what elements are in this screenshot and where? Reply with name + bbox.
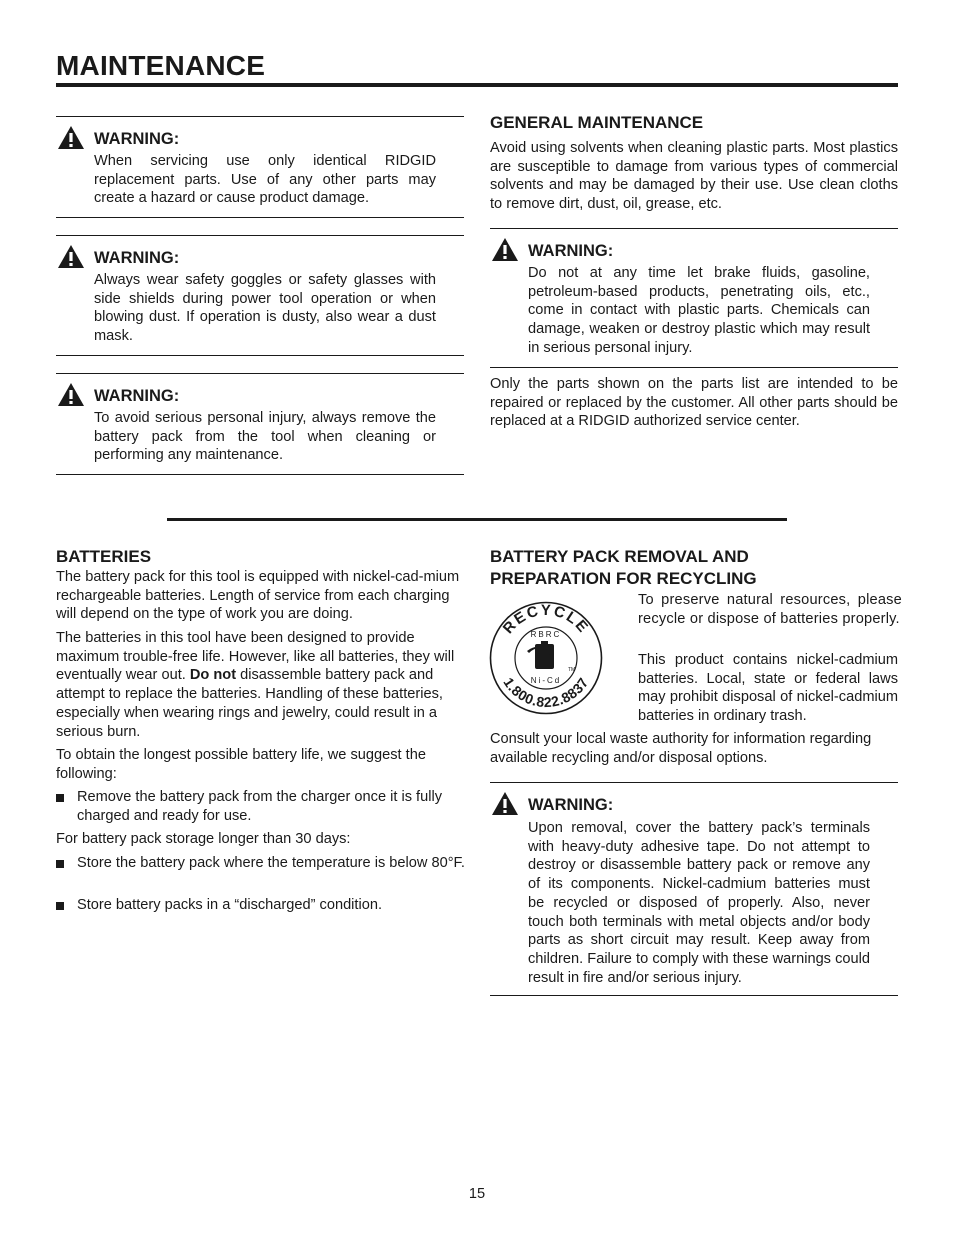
page-title: MAINTENANCE bbox=[56, 50, 266, 81]
warning-triangle-icon bbox=[491, 791, 519, 816]
recycling-paragraph-3: Consult your local waste authority for information regarding available recycling and/or disposal options. bbox=[490, 731, 872, 766]
batteries-heading: BATTERIES bbox=[56, 547, 152, 566]
seal-phone-text: 1.800.822.8837 bbox=[500, 674, 592, 711]
batteries-do-not: Do not bbox=[189, 667, 237, 684]
warning-box-safety-goggles bbox=[56, 235, 464, 356]
recycling-heading-line-2: PREPARATION FOR RECYCLING bbox=[490, 569, 757, 588]
batteries-paragraph-2-a: The batteries in this tool have been designed to provide maximum trouble-free life. However, like all batteries, they will eventually wear out. bbox=[56, 630, 455, 684]
seal-top-text: RECYCLE bbox=[499, 601, 593, 638]
seal-chem-text: Ni-Cd bbox=[530, 676, 562, 685]
list-item bbox=[56, 896, 466, 916]
warning-text: Do not at any time let brake fluids, gasoline, petroleum-based products, penetrating oils, etc., come in contact with plastic parts. Chemicals can damage, weaken or destroy plastic which may result in serious personal injury. bbox=[528, 265, 870, 356]
bullet-square-icon bbox=[56, 794, 64, 802]
rbrc-recycle-seal-icon bbox=[489, 601, 603, 715]
parts-list-text: Only the parts shown on the parts list are intended to be repaired or replaced by the customer. All other parts should be replaced at a RIDGID authorized service center. bbox=[490, 376, 898, 430]
batteries-paragraph-4: For battery pack storage longer than 30 days: bbox=[56, 831, 351, 847]
warning-triangle-icon bbox=[491, 237, 519, 262]
warning-triangle-icon bbox=[57, 244, 85, 269]
warning-triangle-icon bbox=[57, 125, 85, 150]
list-item bbox=[56, 854, 466, 894]
general-maintenance-heading: GENERAL MAINTENANCE bbox=[490, 113, 704, 132]
bullet-text: Store battery packs in a “discharged” condition. bbox=[77, 897, 383, 913]
warning-text: To avoid serious personal injury, always remove the battery pack from the tool when cleaning or performing any maintenance. bbox=[94, 410, 436, 464]
list-item bbox=[56, 788, 466, 828]
recycling-paragraph-2: This product contains nickel-cadmium batteries. Local, state or federal laws may prohibit disposal of nickel-cadmium batteries in ordinary trash. bbox=[638, 652, 898, 725]
bullet-text: Remove the battery pack from the charger once it is fully charged and ready for use. bbox=[77, 789, 443, 824]
page-number: 15 bbox=[468, 1186, 486, 1202]
warning-box-plastic-parts bbox=[490, 228, 898, 368]
warning-triangle-icon bbox=[57, 382, 85, 407]
warning-label: WARNING: bbox=[94, 130, 180, 148]
title-rule bbox=[56, 83, 898, 87]
warning-label: WARNING: bbox=[528, 796, 614, 814]
warning-text: When servicing use only identical RIDGID replacement parts. Use of any other parts may create a hazard or cause product damage. bbox=[94, 153, 436, 207]
recycling-heading bbox=[490, 546, 757, 590]
bullet-text: Store the battery pack where the temperature is below 80°F. bbox=[77, 855, 465, 871]
warning-box-servicing bbox=[56, 116, 464, 218]
bullet-square-icon bbox=[56, 860, 64, 868]
warning-box-remove-battery bbox=[56, 373, 464, 475]
recycling-paragraph-1: To preserve natural resources, please recycle or dispose of batteries properly. bbox=[638, 592, 902, 627]
batteries-paragraph-1: The battery pack for this tool is equipped with nickel-cad-mium rechargeable batteries. Length of service from each charging will depend on the type of work you are doing. bbox=[56, 569, 460, 623]
seal-tm-text: TM bbox=[568, 667, 576, 673]
warning-text: Upon removal, cover the battery pack’s terminals with heavy-duty adhesive tape. Do not attempt to destroy or disassemble battery pack or remove any of its components. Nickel-cadmium batteries must be recycled or disposed of properly. Also, never touch both terminals with metal objects and/or body parts as short circuit may result. Keep away from children. Failure to comply with these warnings could result in fire and/or serious injury. bbox=[528, 820, 870, 986]
general-maintenance-text: Avoid using solvents when cleaning plastic parts. Most plastics are susceptible to damage from various types of commercial solvents and may be damaged by their use. Use clean cloths to remove dirt, dust, oil, grease, etc. bbox=[490, 140, 898, 213]
warning-label: WARNING: bbox=[94, 249, 180, 267]
seal-org-text: RBRC bbox=[530, 630, 562, 639]
bullet-square-icon bbox=[56, 902, 64, 910]
batteries-paragraph-2-b: disassemble battery pack and attempt to replace the batteries. Handling of these batteries, especially when wearing rings and jewelry, could result in a serious burn. bbox=[56, 667, 443, 740]
warning-text: Always wear safety goggles or safety glasses with side shields during power tool operation or when blowing dust. If operation is dusty, also wear a dust mask. bbox=[94, 272, 436, 345]
warning-label: WARNING: bbox=[94, 387, 180, 405]
section-divider bbox=[167, 518, 787, 521]
batteries-paragraph-2 bbox=[56, 629, 466, 741]
batteries-paragraph-3: To obtain the longest possible battery life, we suggest the following: bbox=[56, 747, 426, 782]
warning-box-battery-removal bbox=[490, 782, 898, 996]
recycling-heading-line-1: BATTERY PACK REMOVAL AND bbox=[490, 547, 749, 566]
warning-label: WARNING: bbox=[528, 242, 614, 260]
